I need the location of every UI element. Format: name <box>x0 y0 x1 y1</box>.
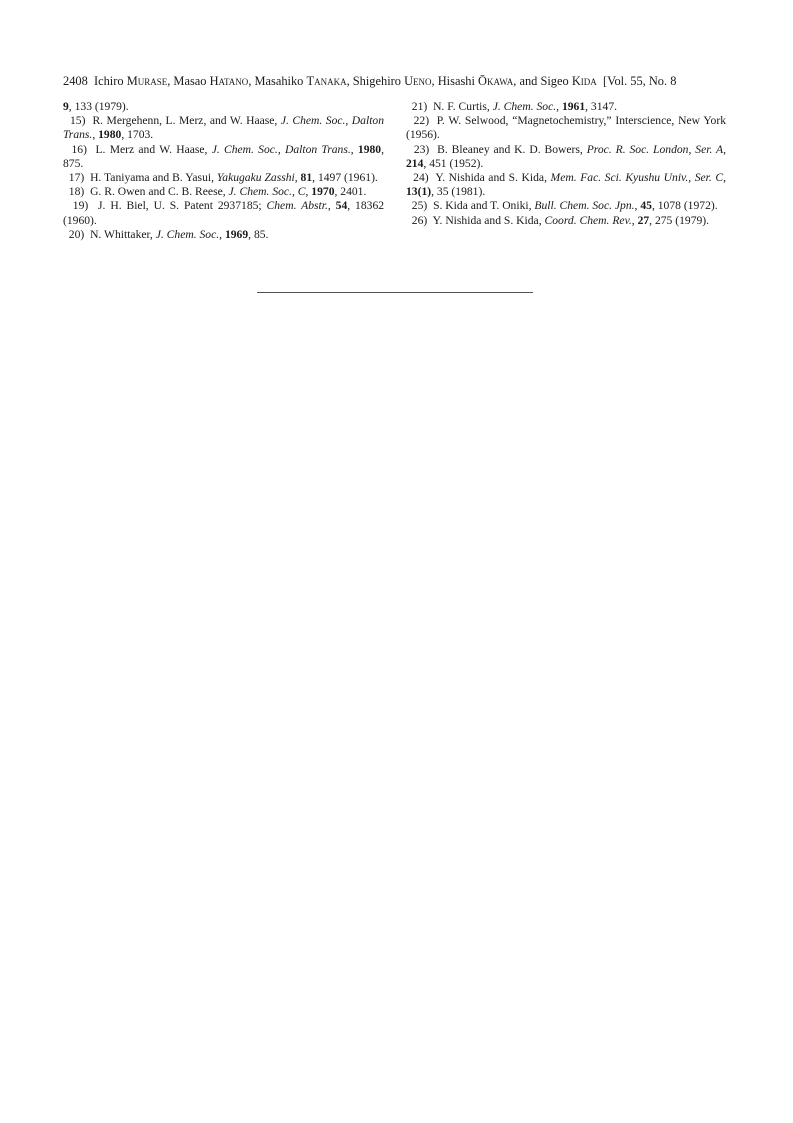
reference-continuation: 9, 133 (1979). <box>63 100 129 113</box>
author-5: Hisashi Ōkawa <box>437 74 514 88</box>
reference-15: 15) R. Mergehenn, L. Merz, and W. Haase, J. Chem. Soc., Dalton Trans., 1980, 1703. <box>63 114 385 142</box>
references-left-column <box>63 100 384 242</box>
reference-22: 22) P. W. Selwood, “Magnetochemistry,” Interscience, New York (1956). <box>406 114 727 142</box>
reference-21: 21) N. F. Curtis, J. Chem. Soc., 1961, 3147. <box>411 100 618 113</box>
reference-17: 17) H. Taniyama and B. Yasui, Yakugaku Zasshi, 81, 1497 (1961). <box>68 171 378 185</box>
references-right-column <box>406 100 726 228</box>
reference-20: 20) N. Whittaker, J. Chem. Soc., 1969, 85. <box>68 227 269 241</box>
reference-24: 24) Y. Nishida and S. Kida, Mem. Fac. Sci. Kyushu Univ., Ser. C, 13(1), 35 (1981). <box>406 171 726 199</box>
reference-26: 26) Y. Nishida and S. Kida, Coord. Chem. Rev., 27, 275 (1979). <box>411 213 710 227</box>
author-3: Masahiko Tanaka <box>254 74 347 88</box>
reference-16: 16) L. Merz and W. Haase, J. Chem. Soc., Dalton Trans., 1980, 875. <box>63 142 384 170</box>
running-header: 2408 Ichiro Murase, Masao Hatano, Masahiko Tanaka, Shigehiro Ueno, Hisashi Ōkawa, and Sigeo Kida [Vol. 55, No. 8 <box>63 74 677 88</box>
author-4: Shigehiro Ueno <box>352 74 432 88</box>
reference-23: 23) B. Bleaney and K. D. Bowers, Proc. R. Soc. London, Ser. A, 214, 451 (1952). <box>406 142 727 170</box>
author-6: Sigeo Kida <box>540 74 597 88</box>
reference-25: 25) S. Kida and T. Oniki, Bull. Chem. Soc. Jpn., 45, 1078 (1972). <box>411 199 718 213</box>
author-2: Masao Hatano <box>173 74 249 88</box>
end-rule-divider <box>257 292 533 293</box>
reference-19: 19) J. H. Biel, U. S. Patent 2937185; Chem. Abstr., 54, 18362 (1960). <box>63 199 385 227</box>
author-1: Ichiro Murase <box>93 74 168 88</box>
reference-18: 18) G. R. Owen and C. B. Reese, J. Chem. Soc., C, 1970, 2401. <box>68 185 367 199</box>
page-number: 2408 <box>63 74 88 88</box>
journal-volume: [Vol. 55, No. 8 <box>602 74 677 88</box>
